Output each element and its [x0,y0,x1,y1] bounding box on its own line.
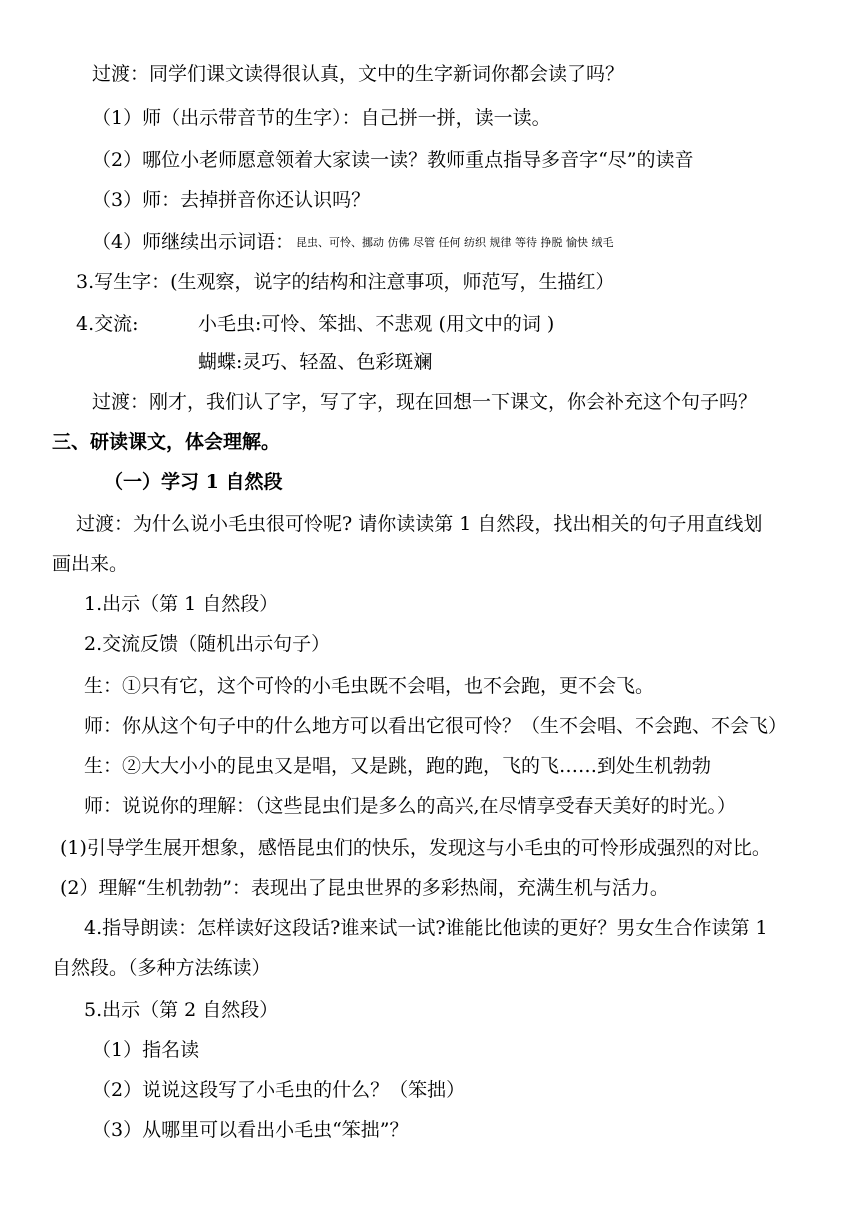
paragraph-transition-2: 过渡：刚才，我们认了字，写了字，现在回想一下课文，你会补充这个句子吗？ [92,391,758,413]
paragraph-student-2: 生：②大大小小的昆虫又是唱，又是跳，跑的跑，飞的飞……到处生机勃勃 [84,755,712,777]
paragraph-guide-1: (1)引导学生展开想象，感悟昆虫们的快乐，发现这与小毛虫的可怜形成强烈的对比。 [60,837,771,859]
paragraph-reading-guidance-cont: 自然段。（多种方法练读） [52,957,271,979]
paragraph-step-4-label: （4）师继续出示词语： [92,231,295,253]
paragraph-para2-step-2: （2）说说这段写了小毛虫的什么？（笨拙） [92,1079,466,1101]
paragraph-show-para-2: 5.出示（第 2 自然段） [84,999,279,1021]
paragraph-para2-step-3: （3）从哪里可以看出小毛虫“笨拙”？ [92,1119,409,1141]
paragraph-step-2: （2）哪位小老师愿意领着大家读一读？教师重点指导多音字“尽”的读音 [92,149,694,171]
paragraph-teacher-2: 师：说说你的理解：（这些昆虫们是多么的高兴,在尽情享受春天美好的时光。） [84,795,737,817]
paragraph-guide-2: (2）理解“生机勃勃”：表现出了昆虫世界的多彩热闹，充满生机与活力。 [60,877,669,899]
paragraph-transition-3: 过渡：为什么说小毛虫很可怜呢? 请你读读第 1 自然段，找出相关的句子用直线划 [76,513,763,535]
section-heading-3: 三、研读课文，体会理解。 [52,431,281,453]
paragraph-reading-guidance: 4.指导朗读：怎样读好这段话?谁来试一试?谁能比他读的更好？男女生合作读第 1 [84,917,768,939]
paragraph-exchange-label: 4.交流: [76,313,139,335]
paragraph-caterpillar-words: 小毛虫:可怜、笨拙、不悲观 (用文中的词 ) [198,313,555,335]
paragraph-student-1: 生：①只有它，这个可怜的小毛虫既不会唱，也不会跑，更不会飞。 [84,675,655,697]
subsection-heading-1: （一）学习 1 自然段 [104,471,283,493]
vocabulary-word-list: 昆虫、可怜、挪动 仿佛 尽管 任何 纺织 规律 等待 挣脱 愉快 绒毛 [296,236,614,249]
paragraph-show-para-1: 1.出示（第 1 自然段） [84,593,279,615]
paragraph-butterfly-words: 蝴蝶:灵巧、轻盈、色彩斑斓 [198,351,433,373]
paragraph-teacher-1: 师：你从这个句子中的什么地方可以看出它很可怜？（生不会唱、不会跑、不会飞） [84,715,788,737]
paragraph-step-3: （3）师：去掉拼音你还认识吗？ [92,189,371,211]
paragraph-feedback: 2.交流反馈（随机出示句子） [84,633,331,655]
paragraph-write-characters: 3.写生字：(生观察，说字的结构和注意事项，师范写，生描红） [76,271,615,293]
paragraph-transition-3-cont: 画出来。 [52,553,129,575]
paragraph-para2-step-1: （1）指名读 [92,1039,200,1061]
paragraph-transition-1: 过渡：同学们课文读得很认真，文中的生字新词你都会读了吗？ [92,63,625,85]
paragraph-step-1: （1）师（出示带音节的生字）：自己拼一拼，读一读。 [92,107,551,129]
